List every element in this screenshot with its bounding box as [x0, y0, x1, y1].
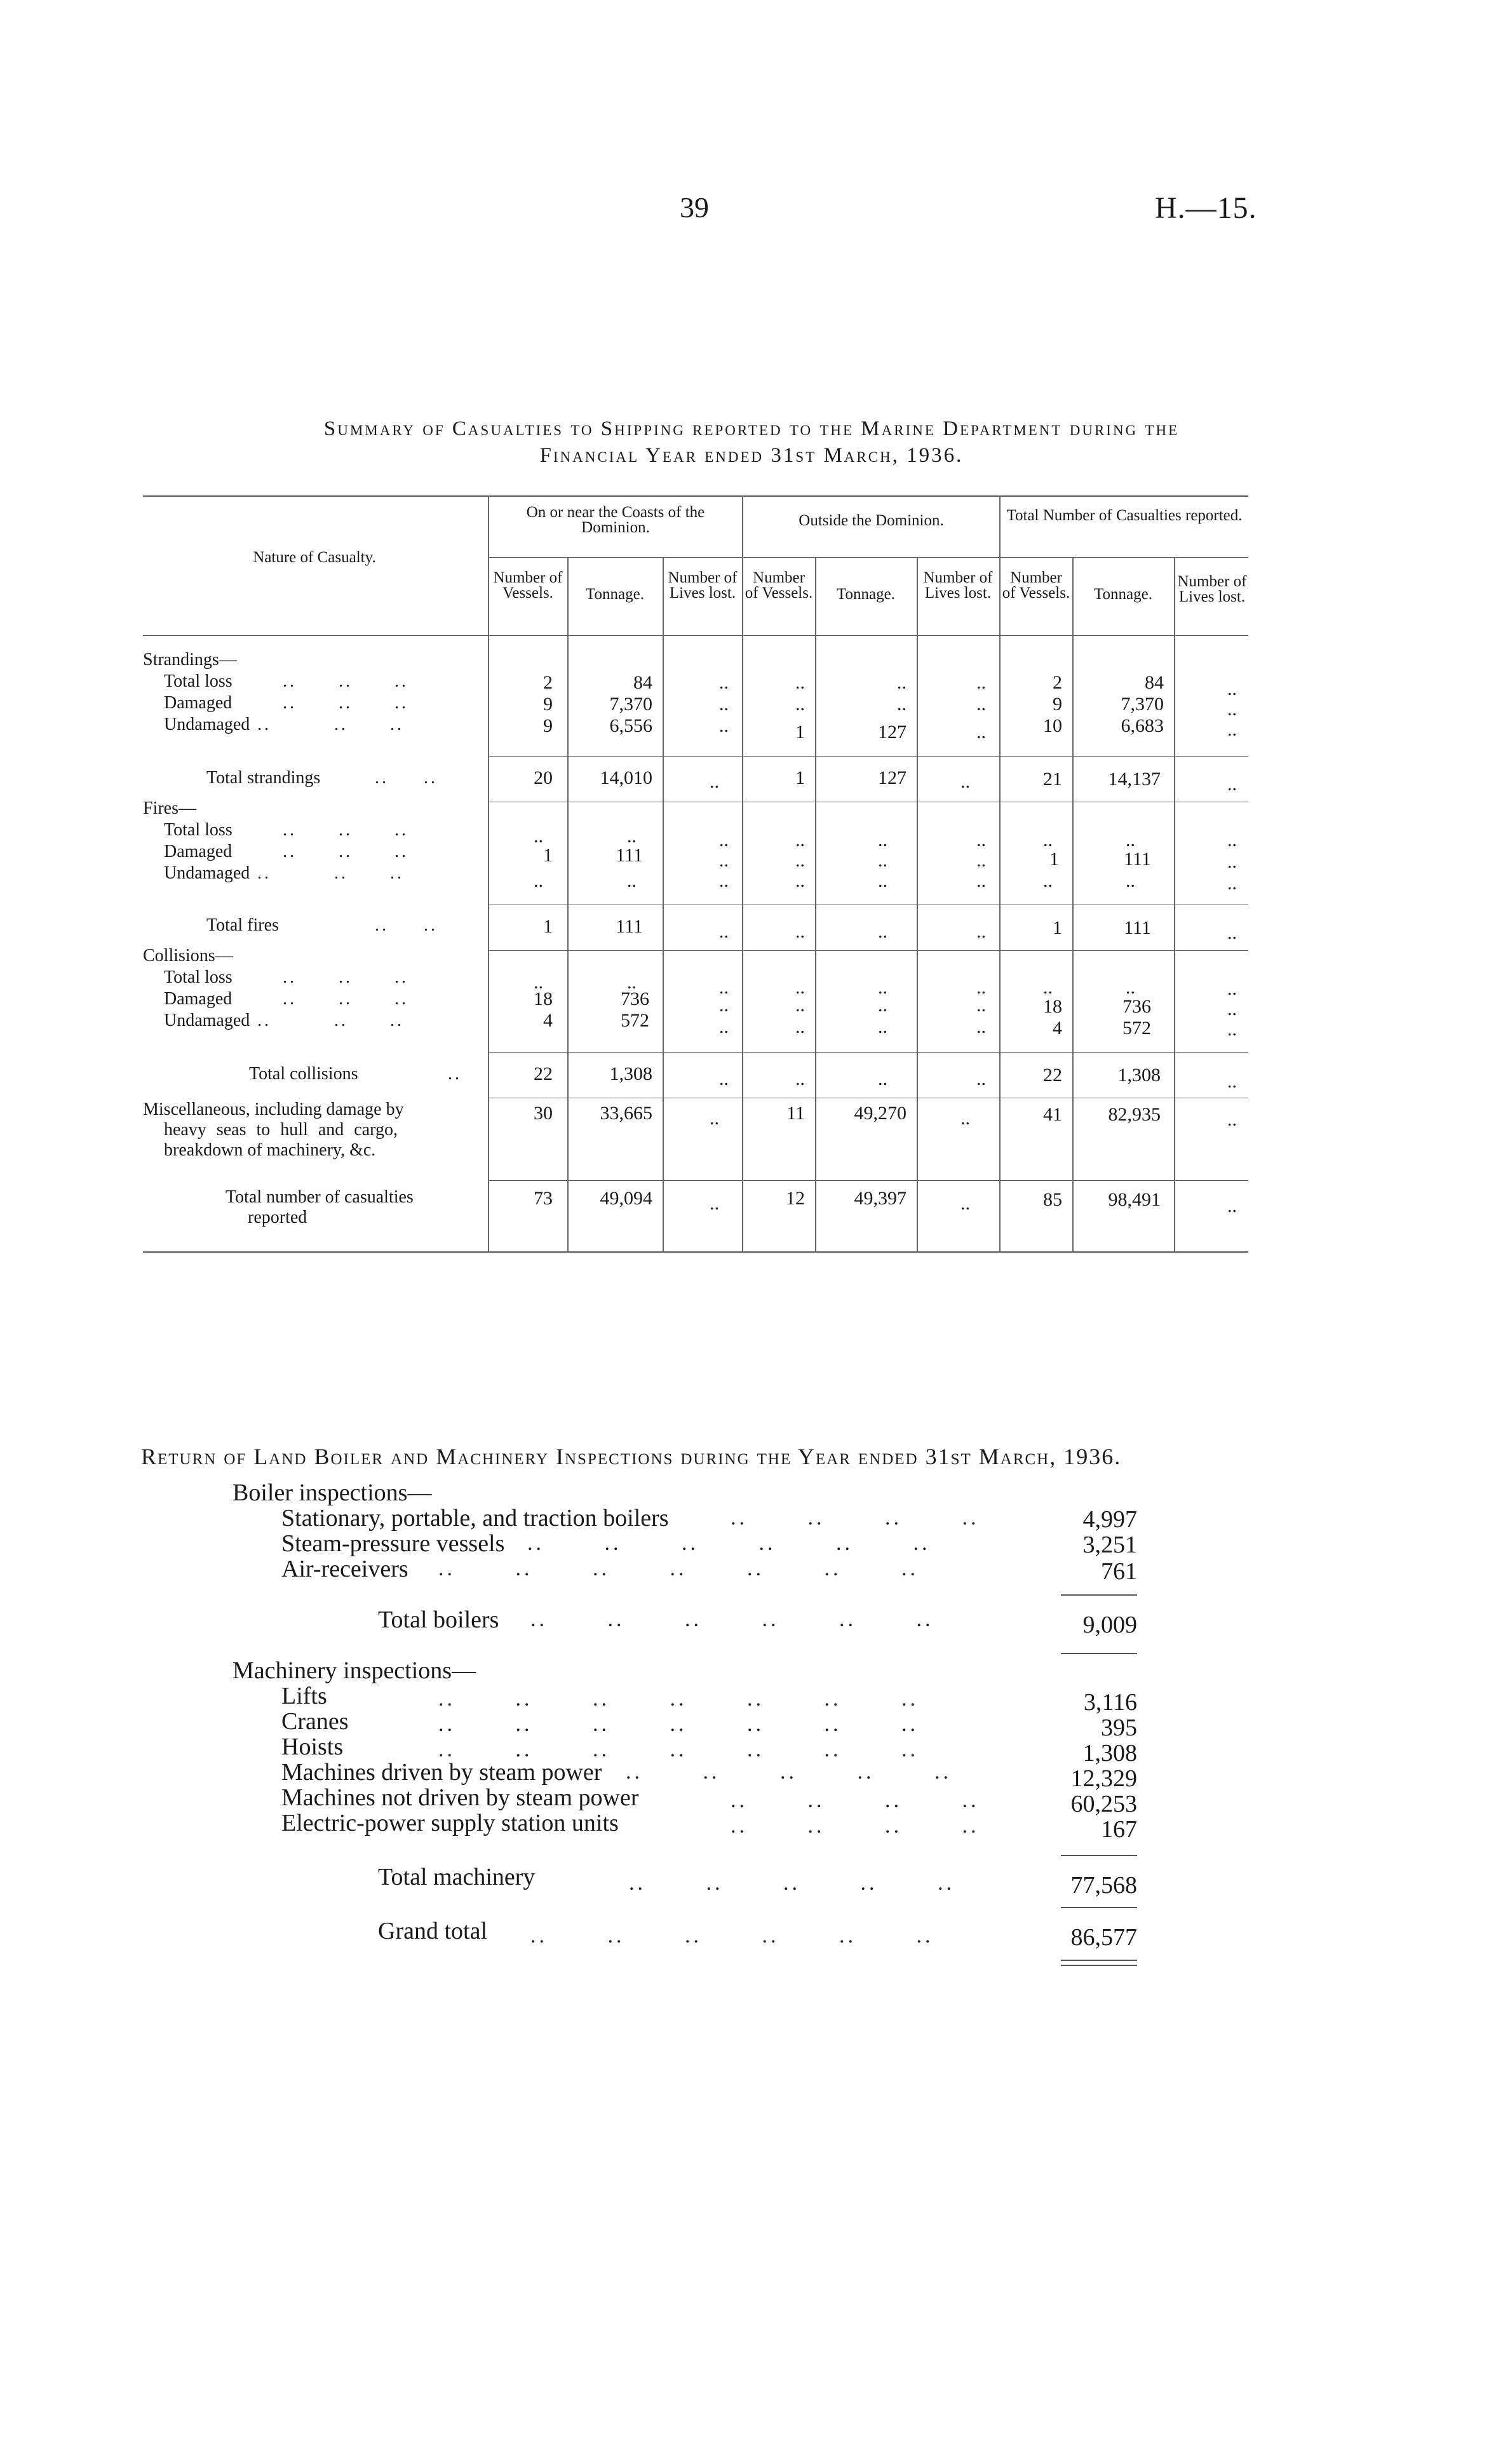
- subtotal-rule-boilers-below: [1061, 1653, 1137, 1654]
- machinery-heading: Machinery inspections—: [233, 1657, 476, 1684]
- header-vessels-3: Number of Vessels.: [1002, 569, 1070, 602]
- subtotal-rule-machinery-below: [1061, 1907, 1137, 1908]
- subtotal-rule-boilers: [1061, 1594, 1137, 1596]
- header-group-outside: Outside the Dominion.: [799, 512, 944, 529]
- double-rule-bottom: [1061, 1965, 1137, 1966]
- header-lives-1: Number of Lives lost.: [668, 569, 738, 602]
- col-rule-7: [999, 495, 1001, 1251]
- rule-above-total-strandings: [488, 756, 1248, 757]
- header-lives-3: Number of Lives lost.: [1177, 573, 1247, 605]
- page-reference: H.—15.: [1155, 191, 1257, 225]
- casualty-title-line1: Summary of Casualties to Shipping reported to the Marine Department during the: [323, 417, 1180, 440]
- table-top-rule: [143, 495, 1248, 497]
- col-rule-1: [488, 495, 489, 1251]
- double-rule-top: [1061, 1960, 1137, 1961]
- col-rule-8: [1072, 557, 1074, 1251]
- header-vessels-2: Number of Vessels.: [745, 569, 813, 602]
- header-tonnage-3: Tonnage.: [1094, 586, 1152, 603]
- boiler-heading: Boiler inspections—: [233, 1479, 432, 1506]
- header-nature: Nature of Casualty.: [253, 549, 376, 566]
- header-bottom-rule: [143, 635, 1248, 636]
- subtotal-rule-machinery: [1061, 1855, 1137, 1856]
- header-lives-2: Number of Lives lost.: [923, 569, 993, 602]
- header-group-coasts: On or near the Coasts of the Dominion.: [526, 504, 705, 536]
- section-heading-strandings: Strandings—: [143, 650, 237, 670]
- col-rule-5: [815, 557, 816, 1251]
- group-header-rule: [488, 557, 1248, 558]
- header-tonnage-1: Tonnage.: [586, 586, 644, 603]
- header-group-total: Total Number of Casualties reported.: [1006, 507, 1243, 524]
- inspections-title: Return of Land Boiler and Machinery Inspections during the Year ended 31st March, 1936.: [141, 1444, 1122, 1469]
- section-heading-collisions: Collisions—: [143, 946, 233, 966]
- col-rule-3: [663, 557, 664, 1251]
- rule-below-total-fires: [488, 950, 1248, 951]
- col-rule-6: [917, 557, 918, 1251]
- col-rule-4: [742, 495, 743, 1251]
- casualty-title-line2: Financial Year ended 31st March, 1936.: [539, 444, 964, 467]
- col-rule-9: [1174, 557, 1175, 1251]
- col-rule-2: [567, 557, 569, 1251]
- rule-above-grand-total: [488, 1180, 1248, 1181]
- section-heading-fires: Fires—: [143, 798, 196, 818]
- header-vessels-1: Number of Vessels.: [493, 569, 563, 602]
- page-number: 39: [680, 191, 709, 224]
- table-bottom-rule: [143, 1251, 1248, 1253]
- rule-above-total-collisions: [488, 1052, 1248, 1053]
- header-tonnage-2: Tonnage.: [837, 586, 895, 603]
